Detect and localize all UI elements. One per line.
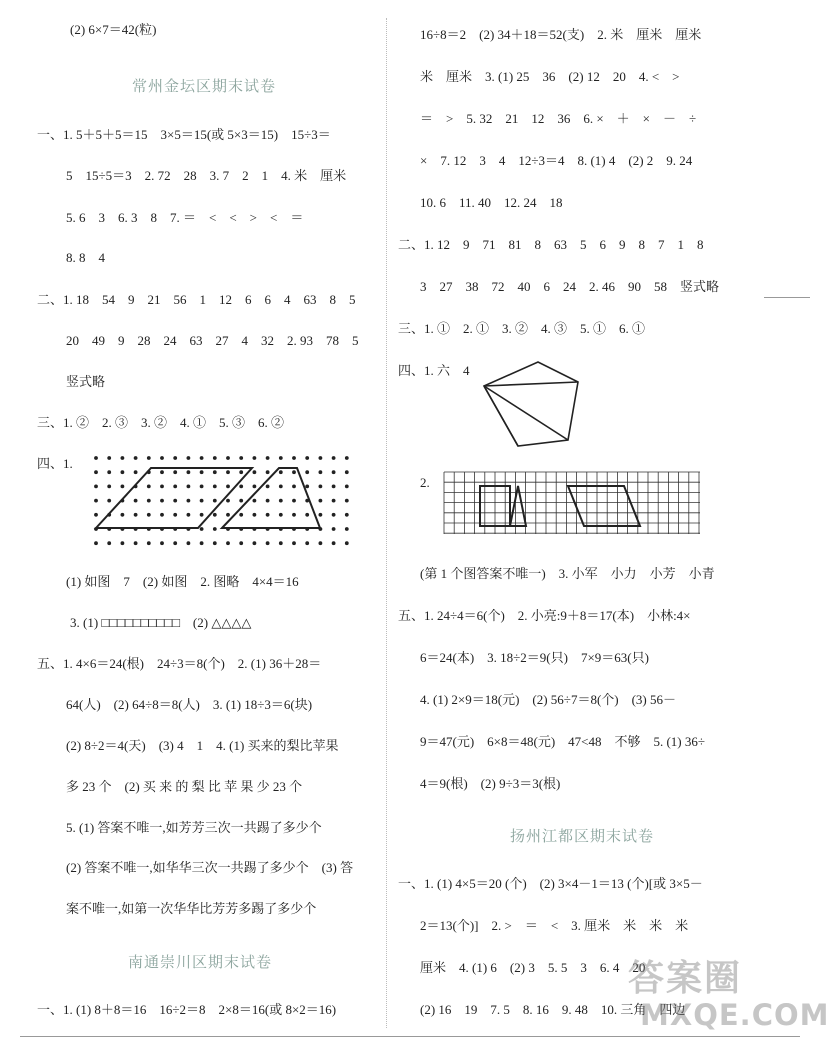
answer-line: × 7. 12 3 4 12÷3＝4 8. (1) 4 (2) 2 9. 24 — [420, 153, 693, 168]
section-title-changzhou: 常州金坛区期末试卷 — [132, 77, 277, 95]
answer-line: (1) 如图 7 (2) 如图 2. 图略 4×4＝16 — [66, 574, 299, 589]
answer-line: 64(人) (2) 64÷8＝8(人) 3. (1) 18÷3＝6(块) — [66, 697, 313, 712]
answer-line: 4. (1) 2×9＝18(元) (2) 56÷7＝8(个) (3) 56－ — [420, 692, 677, 707]
answer-line: 多 23 个 (2) 买 来 的 梨 比 苹 果 少 23 个 — [66, 779, 303, 794]
answer-line: (2) 6×7＝42(粒) — [70, 22, 157, 37]
answer-line: 三、1. ② 2. ③ 3. ② 4. ① 5. ③ 6. ② — [37, 415, 285, 430]
answer-line: 竖式略 — [66, 374, 106, 389]
answer-line: 5. (1) 答案不唯一,如芳芳三次一共踢了多少个 — [66, 820, 322, 835]
answer-line: 一、1. 5＋5＋5＝15 3×5＝15(或 5×3＝15) 15÷3＝ — [37, 127, 331, 142]
answer-line: (2) 16 19 7. 5 8. 16 9. 48 10. 三角 四边 — [420, 1002, 686, 1017]
answer-line: 米 厘米 3. (1) 25 36 (2) 12 20 4. < > — [420, 69, 680, 84]
watermark-text-top: 答案圈 — [628, 958, 743, 999]
answer-line: (2) 8÷2＝4(天) (3) 4 1 4. (1) 买来的梨比苹果 — [66, 738, 339, 753]
answer-line: (第 1 个图答案不唯一) 3. 小军 小力 小芳 小青 — [420, 566, 715, 581]
answer-line: 4＝9(根) (2) 9÷3＝3(根) — [420, 776, 561, 791]
answer-line: 10. 6 11. 40 12. 24 18 — [420, 195, 563, 210]
answer-line: 9＝47(元) 6×8＝48(元) 47<48 不够 5. (1) 36÷ — [420, 734, 706, 749]
left-column — [0, 0, 385, 1042]
square-grid-figure — [444, 472, 704, 536]
answer-line: 3. (1) □□□□□□□□□□ (2) △△△△ — [70, 615, 252, 630]
answer-line: 5. 6 3 6. 3 8 7. ＝ < < > < ＝ — [66, 210, 304, 225]
answer-line: 8. 8 4 — [66, 250, 106, 265]
right-column — [392, 0, 810, 1042]
answer-line: 一、1. (1) 8＋8＝16 16÷2＝8 2×8＝16(或 8×2＝16) — [37, 1002, 337, 1017]
answer-line: 6＝24(本) 3. 18÷2＝9(只) 7×9＝63(只) — [420, 650, 649, 665]
answer-line: ＝ > 5. 32 21 12 36 6. × ＋ × － ÷ — [420, 111, 697, 126]
answer-line: 5 15÷5＝3 2. 72 28 3. 7 2 1 4. 米 厘米 — [66, 168, 347, 183]
section-title-yangzhou: 扬州江都区期末试卷 — [510, 827, 655, 845]
answer-line: 案不唯一,如第一次华华比芳芳多踢了多少个 — [66, 901, 317, 916]
answer-line: 2＝13(个)] 2. > ＝ < 3. 厘米 米 米 米 — [420, 918, 689, 933]
section-title-nantong: 南通崇川区期末试卷 — [128, 953, 273, 971]
answer-line: 三、1. ① 2. ① 3. ② 4. ③ 5. ① 6. ① — [398, 321, 646, 336]
answer-line: 二、1. 18 54 9 21 56 1 12 6 6 4 63 8 5 — [37, 292, 356, 307]
answer-line: 五、1. 24÷4＝6(个) 2. 小亮:9＋8＝17(本) 小林:4× — [398, 608, 691, 623]
watermark-logo — [614, 950, 830, 1042]
answer-line: 四、1. — [37, 456, 73, 471]
trapezoid-shape — [222, 468, 320, 528]
watermark-text-bottom: MXQE.COM — [640, 998, 830, 1032]
answer-line: 2. — [420, 475, 430, 490]
answer-line: 16÷8＝2 (2) 34＋18＝52(支) 2. 米 厘米 厘米 — [420, 27, 702, 42]
parallelogram-shape — [96, 468, 252, 528]
edge-mark — [764, 297, 810, 298]
answer-line: 20 49 9 28 24 63 27 4 32 2. 93 78 5 — [66, 333, 359, 348]
column-divider — [386, 18, 387, 1028]
polygon-figure — [480, 358, 586, 454]
dot-grid-figure — [88, 452, 356, 548]
answer-line: 一、1. (1) 4×5＝20 (个) (2) 3×4－1＝13 (个)[或 3×5－ — [398, 876, 703, 891]
answer-line: 二、1. 12 9 71 81 8 63 5 6 9 8 7 1 8 — [398, 237, 704, 252]
answer-line: (2) 答案不唯一,如华华三次一共踢了多少个 (3) 答 — [66, 860, 354, 875]
answer-line: 3 27 38 72 40 6 24 2. 46 90 58 竖式略 — [420, 279, 720, 294]
answer-line: 厘米 4. (1) 6 (2) 3 5. 5 3 6. 4 20 — [420, 960, 646, 975]
answer-line: 四、1. 六 4 — [398, 363, 470, 378]
answer-line: 五、1. 4×6＝24(根) 24÷3＝8(个) 2. (1) 36＋28＝ — [37, 656, 322, 671]
